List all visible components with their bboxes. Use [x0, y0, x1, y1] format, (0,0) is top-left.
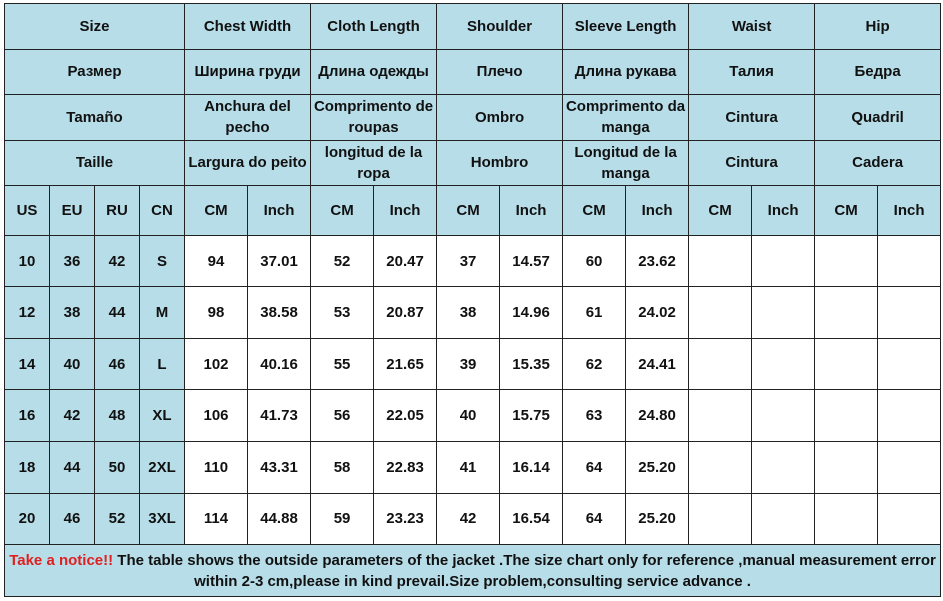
cell-size-eu: 46	[50, 493, 95, 545]
unit-cm: CM	[437, 186, 500, 236]
cell-shoulder-cm: 42	[437, 493, 500, 545]
cell-chest-inch: 37.01	[248, 235, 311, 287]
unit-cm: CM	[815, 186, 878, 236]
cell-waist-cm	[689, 493, 752, 545]
cell-sleeve-cm: 61	[563, 287, 626, 339]
cell-sleeve-inch: 23.62	[626, 235, 689, 287]
header-size-label: Taille	[5, 140, 185, 186]
header-sleeve-length: Longitud de la manga	[563, 140, 689, 186]
cell-size-cn: L	[140, 338, 185, 390]
size-code-cn: CN	[140, 186, 185, 236]
cell-shoulder-cm: 41	[437, 442, 500, 494]
header-chest-width: Chest Width	[185, 4, 311, 50]
cell-hip-inch	[878, 235, 941, 287]
header-cloth-length: Cloth Length	[311, 4, 437, 50]
cell-hip-cm	[815, 390, 878, 442]
header-waist: Cintura	[689, 140, 815, 186]
cell-hip-inch	[878, 493, 941, 545]
unit-inch: Inch	[500, 186, 563, 236]
cell-shoulder-cm: 38	[437, 287, 500, 339]
header-hip: Quadril	[815, 95, 941, 141]
cell-sleeve-cm: 62	[563, 338, 626, 390]
cell-size-eu: 40	[50, 338, 95, 390]
header-waist: Cintura	[689, 95, 815, 141]
header-row-es	[5, 140, 941, 186]
unit-inch: Inch	[374, 186, 437, 236]
notice-prefix: Take a notice!!	[9, 551, 114, 569]
cell-size-ru: 52	[95, 493, 140, 545]
cell-size-eu: 42	[50, 390, 95, 442]
header-hip: Бедра	[815, 49, 941, 95]
size-code-ru: RU	[95, 186, 140, 236]
cell-waist-cm	[689, 235, 752, 287]
header-row-pt	[5, 95, 941, 141]
unit-inch: Inch	[248, 186, 311, 236]
cell-length-inch: 23.23	[374, 493, 437, 545]
cell-sleeve-inch: 25.20	[626, 493, 689, 545]
unit-inch: Inch	[626, 186, 689, 236]
header-sleeve-length: Sleeve Length	[563, 4, 689, 50]
units-row	[5, 186, 941, 236]
cell-waist-inch	[752, 235, 815, 287]
cell-waist-inch	[752, 442, 815, 494]
cell-size-us: 18	[5, 442, 50, 494]
cell-size-us: 20	[5, 493, 50, 545]
header-shoulder: Shoulder	[437, 4, 563, 50]
cell-shoulder-inch: 14.96	[500, 287, 563, 339]
cell-shoulder-inch: 16.14	[500, 442, 563, 494]
header-row-en	[5, 4, 941, 50]
cell-waist-inch	[752, 493, 815, 545]
notice-row	[5, 545, 941, 597]
cell-hip-inch	[878, 287, 941, 339]
cell-size-ru: 44	[95, 287, 140, 339]
cell-chest-inch: 38.58	[248, 287, 311, 339]
cell-size-ru: 48	[95, 390, 140, 442]
table-row	[5, 287, 941, 339]
cell-size-eu: 38	[50, 287, 95, 339]
table-row	[5, 338, 941, 390]
cell-length-cm: 56	[311, 390, 374, 442]
cell-length-inch: 20.47	[374, 235, 437, 287]
header-shoulder: Ombro	[437, 95, 563, 141]
cell-shoulder-inch: 16.54	[500, 493, 563, 545]
header-size-label: Размер	[5, 49, 185, 95]
notice-text	[5, 545, 941, 597]
cell-length-inch: 22.83	[374, 442, 437, 494]
cell-hip-cm	[815, 235, 878, 287]
cell-chest-cm: 94	[185, 235, 248, 287]
cell-size-ru: 50	[95, 442, 140, 494]
cell-sleeve-cm: 64	[563, 442, 626, 494]
table-row	[5, 390, 941, 442]
cell-hip-cm	[815, 338, 878, 390]
cell-size-cn: 2XL	[140, 442, 185, 494]
header-waist: Талия	[689, 49, 815, 95]
cell-size-eu: 44	[50, 442, 95, 494]
cell-length-cm: 55	[311, 338, 374, 390]
table-row	[5, 493, 941, 545]
cell-hip-cm	[815, 442, 878, 494]
unit-cm: CM	[311, 186, 374, 236]
cell-size-cn: 3XL	[140, 493, 185, 545]
header-shoulder: Hombro	[437, 140, 563, 186]
header-sleeve-length: Длина рукава	[563, 49, 689, 95]
cell-size-cn: M	[140, 287, 185, 339]
header-hip: Hip	[815, 4, 941, 50]
cell-size-eu: 36	[50, 235, 95, 287]
cell-size-us: 10	[5, 235, 50, 287]
table-row	[5, 442, 941, 494]
cell-length-inch: 20.87	[374, 287, 437, 339]
cell-chest-inch: 40.16	[248, 338, 311, 390]
cell-shoulder-inch: 15.35	[500, 338, 563, 390]
cell-size-us: 14	[5, 338, 50, 390]
cell-shoulder-cm: 40	[437, 390, 500, 442]
header-size-label: Size	[5, 4, 185, 50]
cell-size-ru: 42	[95, 235, 140, 287]
cell-chest-cm: 102	[185, 338, 248, 390]
cell-length-cm: 59	[311, 493, 374, 545]
header-chest-width: Ширина груди	[185, 49, 311, 95]
cell-sleeve-cm: 64	[563, 493, 626, 545]
unit-cm: CM	[185, 186, 248, 236]
cell-length-cm: 52	[311, 235, 374, 287]
cell-hip-cm	[815, 493, 878, 545]
cell-hip-inch	[878, 390, 941, 442]
cell-size-cn: XL	[140, 390, 185, 442]
cell-hip-inch	[878, 338, 941, 390]
unit-inch: Inch	[878, 186, 941, 236]
header-cloth-length: Длина одежды	[311, 49, 437, 95]
cell-chest-cm: 106	[185, 390, 248, 442]
cell-size-cn: S	[140, 235, 185, 287]
cell-size-ru: 46	[95, 338, 140, 390]
cell-waist-inch	[752, 390, 815, 442]
cell-waist-cm	[689, 442, 752, 494]
size-code-eu: EU	[50, 186, 95, 236]
cell-waist-cm	[689, 338, 752, 390]
header-cloth-length: Comprimento de roupas	[311, 95, 437, 141]
cell-chest-inch: 41.73	[248, 390, 311, 442]
cell-shoulder-inch: 14.57	[500, 235, 563, 287]
cell-length-inch: 21.65	[374, 338, 437, 390]
cell-chest-inch: 43.31	[248, 442, 311, 494]
notice-body: The table shows the outside parameters of the jacket .The size chart only for reference ,manual measurement error within 2-3 cm,please in kind prevail.Size problem,consulting service advance .	[113, 551, 936, 590]
cell-sleeve-cm: 60	[563, 235, 626, 287]
cell-sleeve-inch: 24.80	[626, 390, 689, 442]
cell-waist-inch	[752, 338, 815, 390]
header-shoulder: Плечо	[437, 49, 563, 95]
table-row	[5, 235, 941, 287]
cell-shoulder-cm: 39	[437, 338, 500, 390]
size-code-us: US	[5, 186, 50, 236]
cell-sleeve-inch: 24.02	[626, 287, 689, 339]
cell-shoulder-inch: 15.75	[500, 390, 563, 442]
header-size-label: Tamaño	[5, 95, 185, 141]
cell-chest-cm: 98	[185, 287, 248, 339]
header-sleeve-length: Comprimento da manga	[563, 95, 689, 141]
header-row-ru	[5, 49, 941, 95]
header-hip: Cadera	[815, 140, 941, 186]
header-cloth-length: longitud de la ropa	[311, 140, 437, 186]
cell-sleeve-inch: 24.41	[626, 338, 689, 390]
unit-cm: CM	[689, 186, 752, 236]
cell-size-us: 12	[5, 287, 50, 339]
cell-hip-cm	[815, 287, 878, 339]
cell-sleeve-cm: 63	[563, 390, 626, 442]
cell-length-cm: 58	[311, 442, 374, 494]
cell-hip-inch	[878, 442, 941, 494]
cell-length-inch: 22.05	[374, 390, 437, 442]
header-chest-width: Largura do peito	[185, 140, 311, 186]
cell-chest-cm: 114	[185, 493, 248, 545]
header-waist: Waist	[689, 4, 815, 50]
unit-inch: Inch	[752, 186, 815, 236]
size-chart-table	[4, 3, 941, 597]
cell-shoulder-cm: 37	[437, 235, 500, 287]
cell-size-us: 16	[5, 390, 50, 442]
cell-chest-inch: 44.88	[248, 493, 311, 545]
cell-waist-cm	[689, 390, 752, 442]
unit-cm: CM	[563, 186, 626, 236]
cell-length-cm: 53	[311, 287, 374, 339]
cell-chest-cm: 110	[185, 442, 248, 494]
cell-waist-inch	[752, 287, 815, 339]
header-chest-width: Anchura del pecho	[185, 95, 311, 141]
cell-sleeve-inch: 25.20	[626, 442, 689, 494]
cell-waist-cm	[689, 287, 752, 339]
